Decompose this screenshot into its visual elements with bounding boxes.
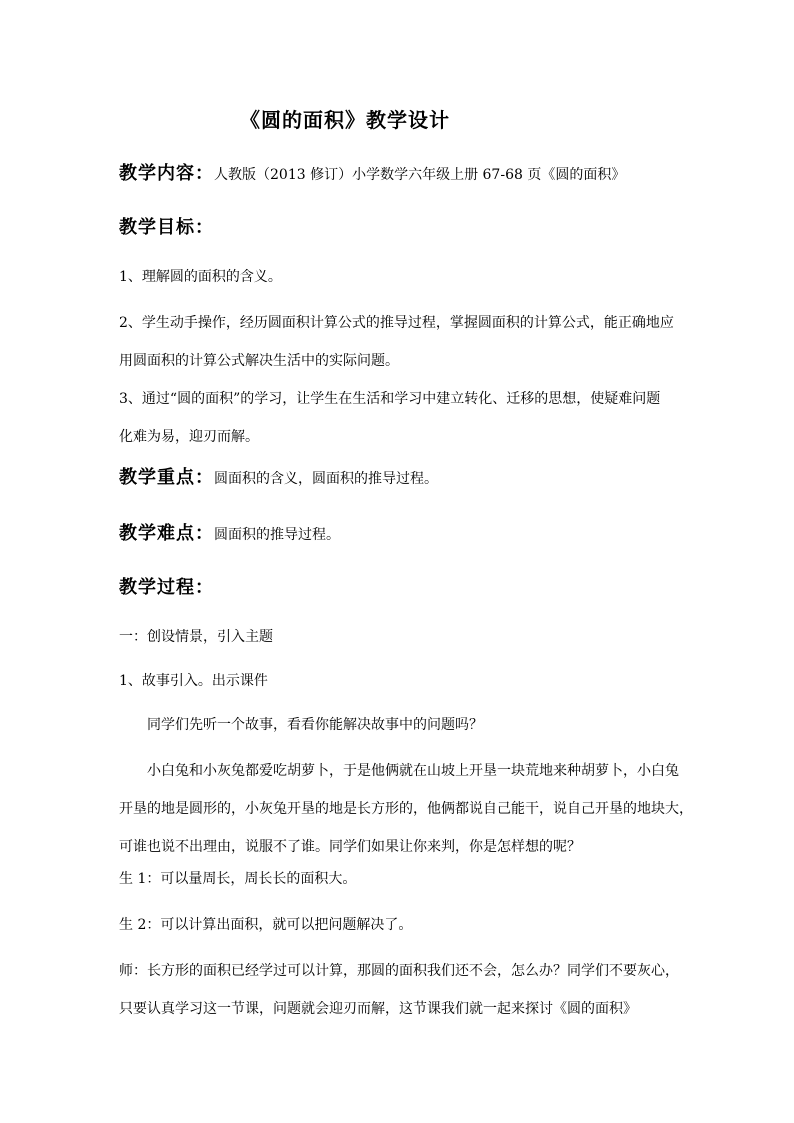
process-step-1 xyxy=(119,662,689,700)
step-title: 1、故事引入。出示课件 xyxy=(119,673,268,689)
teaching-content xyxy=(119,164,625,185)
story-intro-text: 同学们先听一个故事，看看你能解决故事中的问题吗？ xyxy=(147,717,483,733)
process-heading: 教学过程： xyxy=(119,577,214,598)
key-points xyxy=(119,468,438,489)
objective-item-line: 用圆面积的计算公式解决生活中的实际问题。 xyxy=(119,353,399,369)
story-line: 小白兔和小灰兔都爱吃胡萝卜，于是他俩就在山坡上开垦一块荒地来种胡萝卜，小白兔 xyxy=(147,763,679,779)
key-points-heading: 教学重点： xyxy=(119,467,214,488)
story-line: 可谁也说不出理由，说服不了谁。同学们如果让你来判，你是怎样想的呢？ xyxy=(119,839,581,855)
objective-item-2 xyxy=(119,304,689,380)
process-section-1 xyxy=(119,618,689,656)
story-paragraph xyxy=(119,752,693,866)
teacher-remark-line: 只要认真学习这一节课，问题就会迎刃而解，这节课我们就一起来探讨《圆的面积》 xyxy=(119,1001,637,1017)
student-answer-text: 生 2：可以计算出面积，就可以把问题解决了。 xyxy=(119,917,413,933)
teacher-remark-line: 师：长方形的面积已经学过可以计算，那圆的面积我们还不会，怎么办？同学们不要灰心， xyxy=(119,963,679,979)
teaching-content-heading: 教学内容： xyxy=(119,163,214,184)
teaching-content-text: 人教版（2013 修订）小学数学六年级上册 67-68 页《圆的面积》 xyxy=(214,167,626,183)
objectives-heading: 教学目标： xyxy=(119,217,214,238)
objective-item-1 xyxy=(119,258,689,296)
objective-item-line: 2、学生动手操作，经历圆面积计算公式的推导过程，掌握圆面积的计算公式，能正确地应 xyxy=(119,315,674,331)
student-answer-1 xyxy=(119,860,689,898)
difficulties xyxy=(119,524,340,545)
objective-item-3 xyxy=(119,380,689,456)
student-answer-2 xyxy=(119,906,689,944)
difficulties-heading: 教学难点： xyxy=(119,523,214,544)
teacher-remark xyxy=(119,952,689,1028)
section-title: 一：创设情景，引入主题 xyxy=(119,629,273,645)
objectives-heading-row xyxy=(119,218,214,239)
document-title: 《圆的面积》教学设计 xyxy=(240,108,450,132)
student-answer-text: 生 1：可以量周长，周长长的面积大。 xyxy=(119,871,357,887)
story-intro xyxy=(147,706,717,744)
objective-item-line: 3、通过“圆的面积”的学习，让学生在生活和学习中建立转化、迁移的思想，使疑难问题 xyxy=(119,391,661,407)
key-points-text: 圆面积的含义，圆面积的推导过程。 xyxy=(214,471,438,487)
story-line: 开垦的地是圆形的，小灰兔开垦的地是长方形的，他俩都说自己能干，说自己开垦的地块大， xyxy=(119,801,693,817)
difficulties-text: 圆面积的推导过程。 xyxy=(214,527,340,543)
process-heading-row xyxy=(119,578,214,599)
objective-item-line: 1、理解圆的面积的含义。 xyxy=(119,269,282,285)
objective-item-line: 化难为易，迎刃而解。 xyxy=(119,429,259,445)
